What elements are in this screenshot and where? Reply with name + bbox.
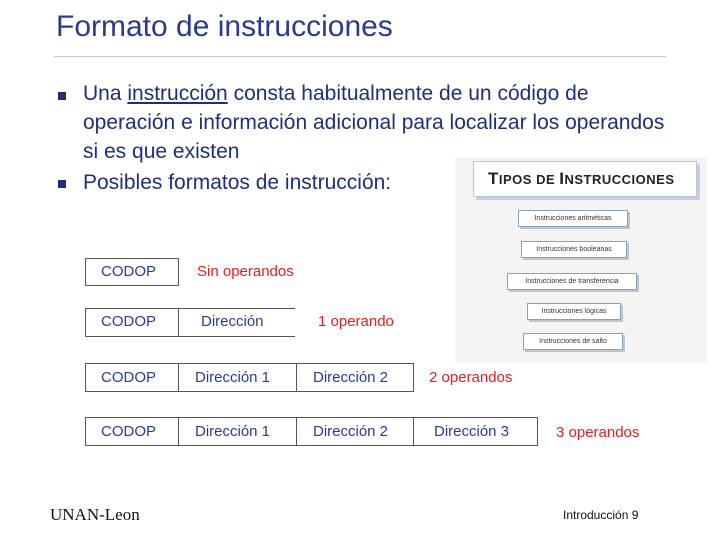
row-separator bbox=[178, 258, 179, 286]
instruccion-link[interactable]: instrucción bbox=[127, 82, 228, 105]
row-separator bbox=[178, 363, 179, 392]
row-separator bbox=[296, 417, 297, 446]
format-label: 3 operandos bbox=[556, 424, 640, 441]
bullet-marker bbox=[58, 180, 66, 188]
row-separator bbox=[85, 363, 86, 392]
row-line bbox=[85, 308, 295, 309]
row-line bbox=[85, 336, 295, 337]
row-separator bbox=[85, 308, 86, 337]
footer-institution: UNAN-Leon bbox=[50, 505, 140, 524]
format-cell: Dirección 2 bbox=[313, 423, 389, 440]
row-separator bbox=[413, 417, 414, 446]
figure-item-booleanas: Instrucciones booleanas bbox=[521, 241, 627, 258]
slide-title: Formato de instrucciones bbox=[56, 10, 393, 43]
row-separator bbox=[413, 363, 414, 392]
row-line bbox=[85, 258, 178, 259]
title-divider bbox=[54, 56, 666, 57]
format-cell: CODOP bbox=[101, 369, 157, 386]
format-cell: Dirección bbox=[201, 313, 264, 330]
format-cell: Dirección 1 bbox=[195, 369, 271, 386]
row-separator bbox=[85, 258, 86, 286]
figure-item-salto: Instrucciones de salto bbox=[523, 333, 623, 350]
bullet-marker bbox=[58, 92, 66, 100]
figure-title-box bbox=[473, 161, 697, 197]
row-separator bbox=[537, 417, 538, 446]
row-separator bbox=[178, 308, 179, 337]
row-line bbox=[85, 285, 178, 286]
footer-page: Introducción 9 bbox=[563, 508, 639, 522]
bullet-1-post: consta habitualmente de un código de operación e información adicional para localizar los operandos si es que existen bbox=[83, 82, 665, 163]
figure-item-transferencia: Instrucciones de transferencia bbox=[507, 273, 637, 290]
format-cell: CODOP bbox=[101, 313, 157, 330]
row-separator bbox=[178, 417, 179, 446]
bullet-2: Posibles formatos de instrucción: bbox=[83, 171, 392, 194]
row-line bbox=[85, 363, 413, 364]
format-cell: Dirección 1 bbox=[195, 423, 271, 440]
format-cell: CODOP bbox=[101, 423, 157, 440]
row-line bbox=[85, 391, 413, 392]
format-cell: CODOP bbox=[101, 263, 157, 280]
row-separator bbox=[296, 363, 297, 392]
format-label: 1 operando bbox=[318, 313, 394, 330]
bullet-1-pre: Una bbox=[83, 82, 128, 105]
figure-item-logicas: Instrucciones lógicas bbox=[527, 303, 621, 320]
instruction-types-figure bbox=[455, 157, 707, 362]
figure-item-aritmeticas: Instrucciones aritméticas bbox=[518, 210, 628, 227]
bullet-1 bbox=[83, 79, 673, 166]
row-separator bbox=[85, 417, 86, 446]
format-cell: Dirección 2 bbox=[313, 369, 389, 386]
row-line bbox=[85, 417, 537, 418]
figure-title: TIPOS DE INSTRUCCIONES bbox=[488, 169, 675, 188]
format-label: Sin operandos bbox=[197, 263, 294, 280]
row-line bbox=[85, 445, 537, 446]
format-label: 2 operandos bbox=[429, 369, 513, 386]
format-cell: Dirección 3 bbox=[434, 423, 510, 440]
